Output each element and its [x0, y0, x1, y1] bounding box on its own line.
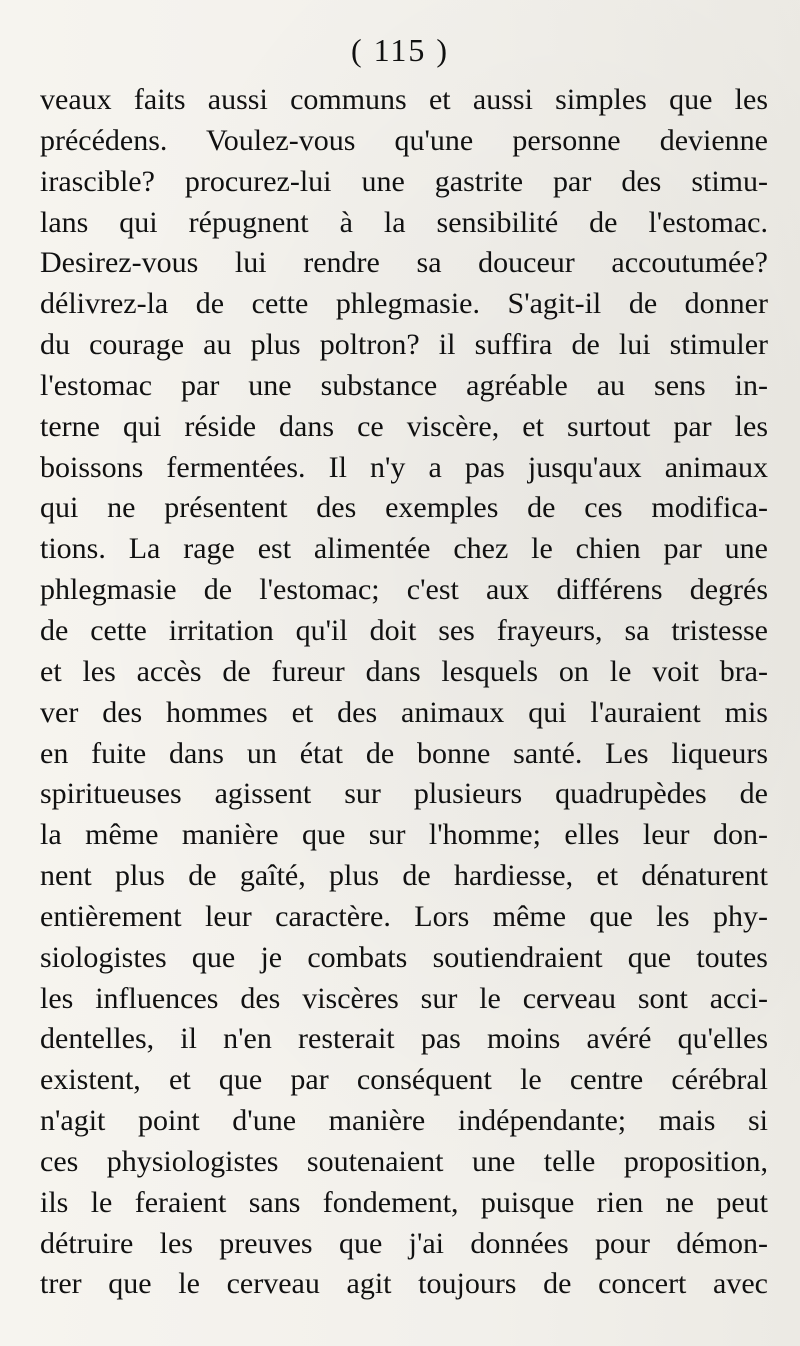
text-line: qui ne présentent des exemples de ces modifica-	[40, 491, 768, 525]
body-text	[40, 80, 768, 1305]
text-line: en fuite dans un état de bonne santé. Les liqueurs	[40, 736, 768, 770]
text-line: siologistes que je combats soutiendraient que toutes	[40, 940, 768, 974]
text-line: phlegmasie de l'estomac; c'est aux différens degrés	[40, 573, 768, 607]
text-line: précédens. Voulez-vous qu'une personne devienne	[40, 123, 768, 157]
text-line: du courage au plus poltron? il suffira de lui stimuler	[40, 328, 768, 362]
text-line: les influences des viscères sur le cerveau sont acci-	[40, 981, 768, 1015]
text-line: et les accès de fureur dans lesquels on le voit bra-	[40, 654, 768, 688]
text-line: dentelles, il n'en resterait pas moins avéré qu'elles	[40, 1022, 768, 1056]
text-line: lans qui répugnent à la sensibilité de l'estomac.	[40, 205, 768, 239]
text-line: veaux faits aussi communs et aussi simples que les	[40, 83, 768, 116]
text-line: ver des hommes et des animaux qui l'auraient mis	[40, 695, 768, 729]
page-number: ( 115 )	[350, 32, 450, 68]
text-line: entièrement leur caractère. Lors même que les phy-	[40, 899, 768, 933]
text-line: l'estomac par une substance agréable au sens in-	[40, 368, 768, 402]
text-line: Desirez-vous lui rendre sa douceur accoutumée?	[40, 246, 768, 280]
text-line: trer que le cerveau agit toujours de concert avec	[40, 1267, 768, 1301]
text-line: irascible? procurez-lui une gastrite par des stimu-	[40, 164, 768, 198]
text-line: n'agit point d'une manière indépendante; mais si	[40, 1104, 768, 1138]
text-line: existent, et que par conséquent le centre cérébral	[40, 1063, 768, 1097]
text-line: ils le feraient sans fondement, puisque rien ne peut	[40, 1185, 768, 1219]
text-line: ces physiologistes soutenaient une telle proposition,	[40, 1144, 768, 1178]
text-line: délivrez-la de cette phlegmasie. S'agit-il de donner	[40, 287, 768, 321]
text-line: de cette irritation qu'il doit ses frayeurs, sa tristesse	[40, 613, 768, 647]
text-line: terne qui réside dans ce viscère, et surtout par les	[40, 409, 768, 443]
text-line: spiritueuses agissent sur plusieurs quadrupèdes de	[40, 777, 768, 811]
text-line: la même manière que sur l'homme; elles leur don-	[40, 818, 768, 852]
text-line: détruire les preuves que j'ai données pour démon-	[40, 1226, 768, 1260]
text-line: tions. La rage est alimentée chez le chien par une	[40, 532, 768, 566]
text-line: boissons fermentées. Il n'y a pas jusqu'aux animaux	[40, 450, 768, 484]
text-line: nent plus de gaîté, plus de hardiesse, et dénaturent	[40, 859, 768, 893]
